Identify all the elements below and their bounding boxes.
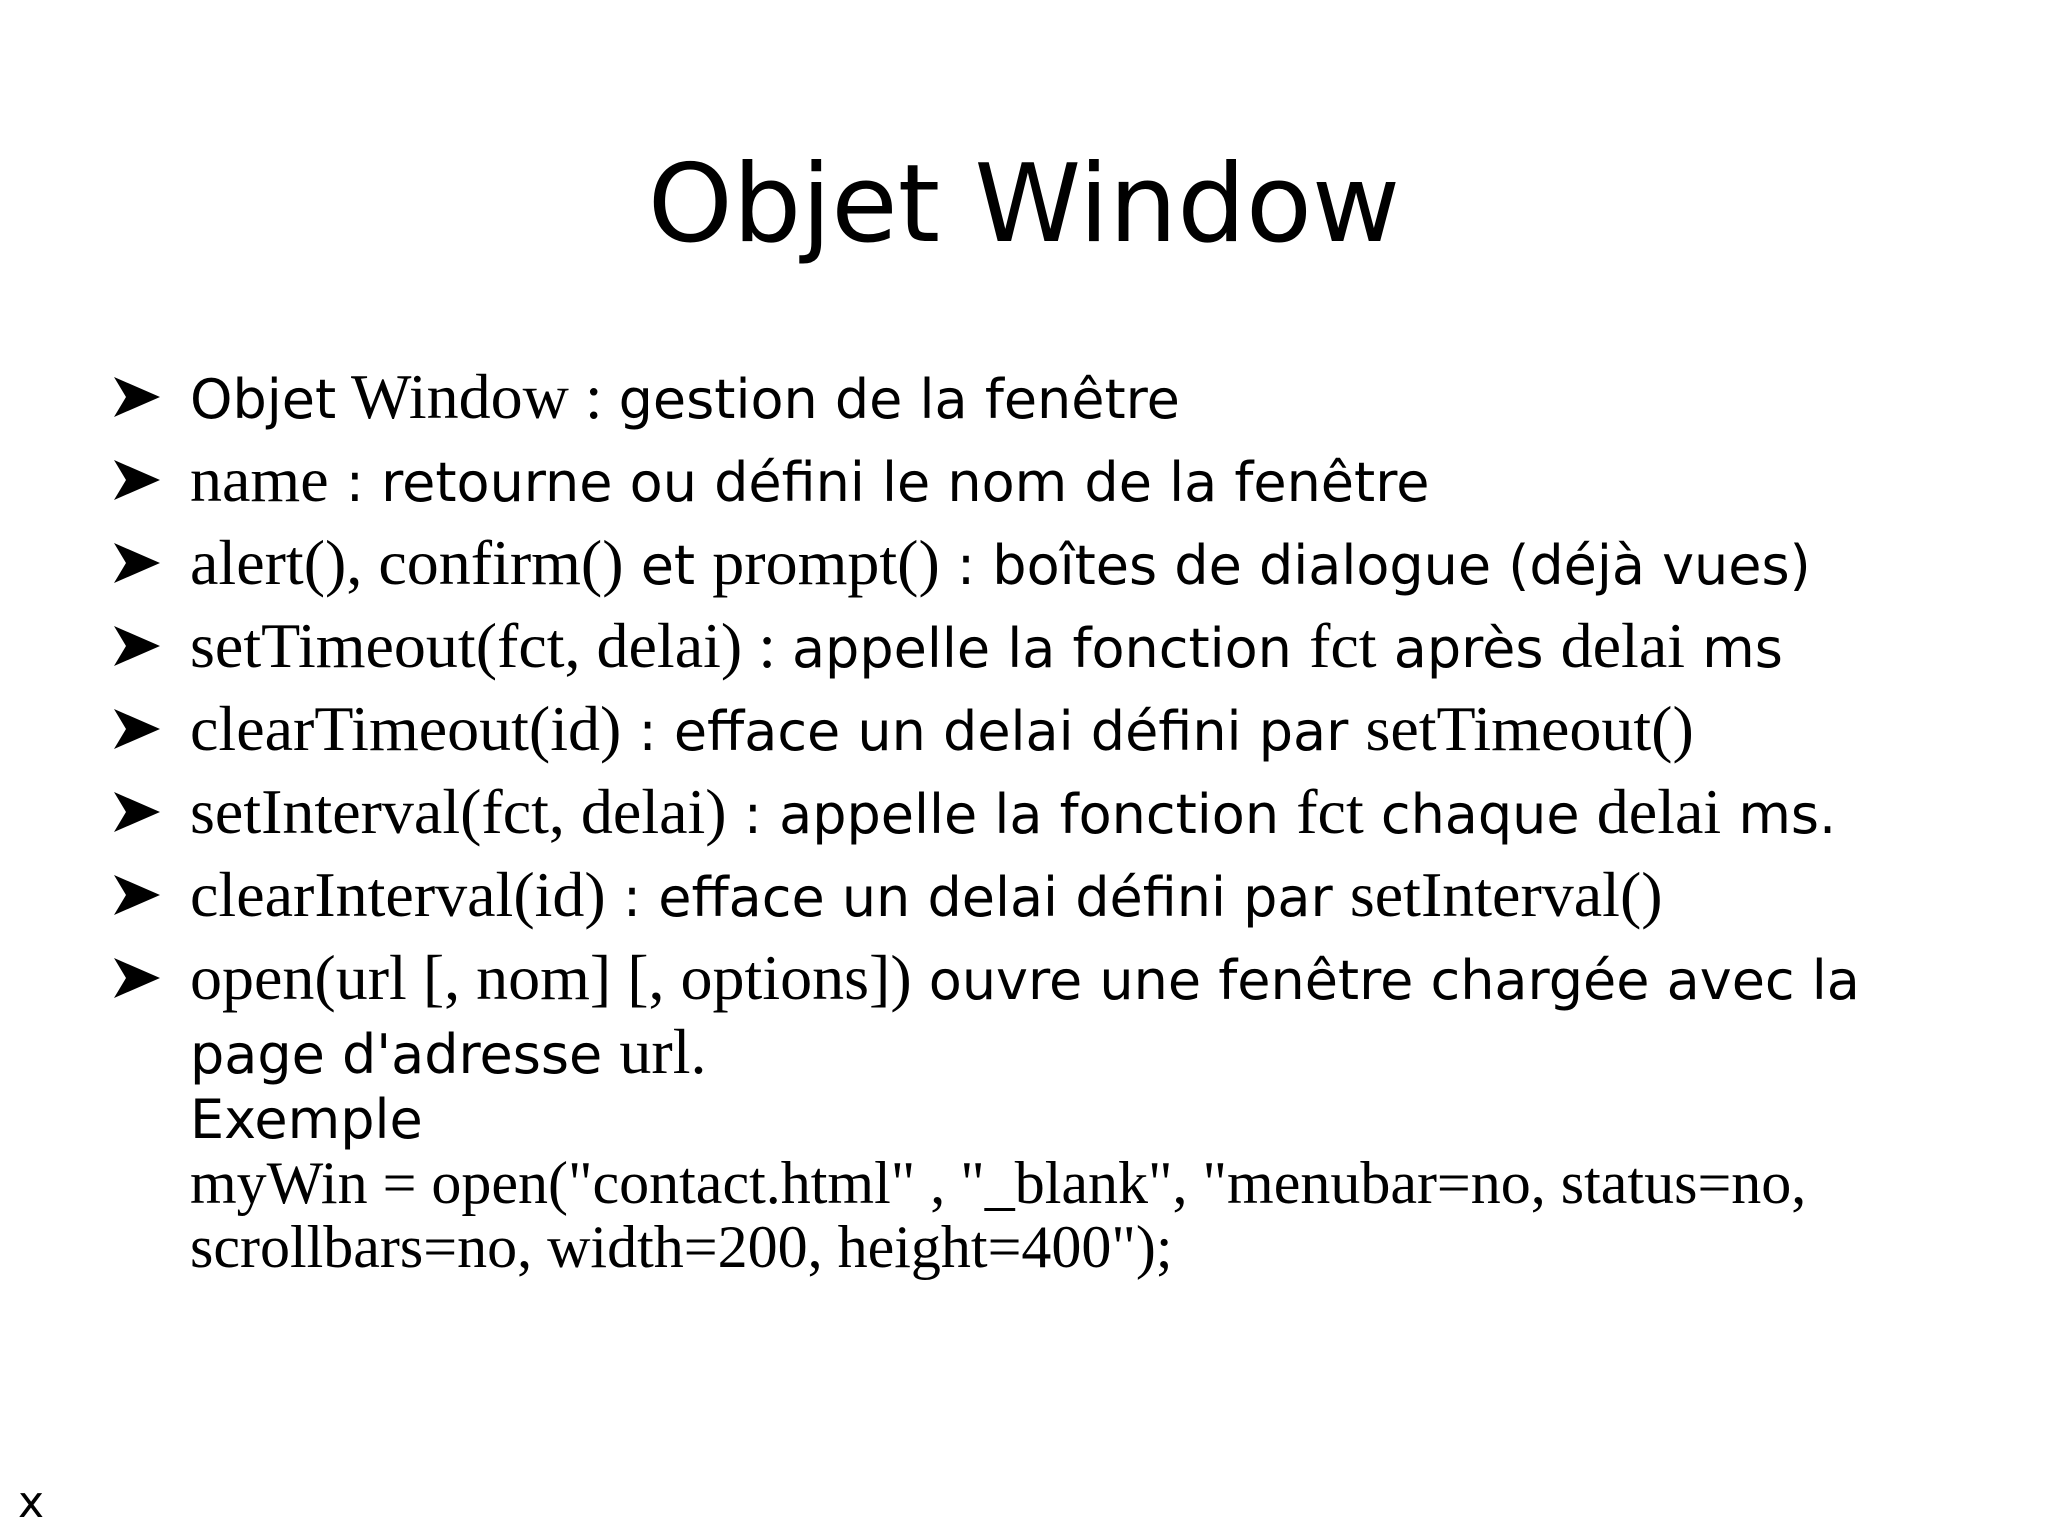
arrow-bullet-icon: [110, 770, 168, 853]
code-example-line: scrollbars=no, width=200, height=400");: [190, 1214, 1173, 1280]
item-text: name: [190, 444, 329, 515]
item-text: appelle la fonction: [791, 617, 1310, 680]
item-text: ms: [1685, 617, 1783, 680]
code-example-line: myWin = open("contact.html" , "_blank", "menubar=no, status=no,: [190, 1150, 1807, 1216]
item-text: Objet: [190, 368, 337, 431]
list-item: [110, 936, 1990, 1279]
item-text: : efface un delai défini par: [605, 866, 1350, 929]
list-item: [110, 438, 1990, 521]
item-line: [190, 936, 1990, 1019]
arrow-bullet-icon: [110, 521, 168, 604]
list-item: [110, 521, 1990, 604]
arrow-bullet-icon: [110, 687, 168, 770]
item-text: clearInterval(id): [190, 859, 606, 930]
arrow-bullet-icon: [110, 438, 168, 521]
item-text: ouvre une fenêtre chargée avec la: [911, 949, 1860, 1012]
item-text: Exemple: [190, 1088, 423, 1151]
item-text: ms.: [1721, 783, 1837, 846]
list-item: [110, 770, 1990, 853]
item-text: : boîtes de dialogue (déjà vues): [939, 534, 1811, 597]
item-text: retourne ou défini le nom de la fenêtre: [381, 451, 1430, 514]
item-text: alert(), confirm(): [190, 527, 624, 598]
bullet-list: [110, 355, 1990, 1279]
item-text: setTimeout(): [1365, 693, 1694, 764]
list-item: [110, 355, 1990, 438]
item-text: setInterval(): [1349, 859, 1663, 930]
item-line: [190, 1016, 1990, 1087]
arrow-bullet-icon: [110, 936, 168, 1019]
slide-title: Objet Window: [647, 142, 1401, 267]
footer-mark: x: [18, 1477, 45, 1528]
arrow-bullet-icon: [110, 355, 168, 438]
item-text: clearTimeout(id): [190, 693, 622, 764]
item-text: : appelle la fonction: [726, 783, 1297, 846]
example-label: [190, 1085, 1990, 1151]
item-text: Window: [336, 361, 569, 432]
list-item: [110, 604, 1990, 687]
item-text: prompt(): [712, 527, 940, 598]
item-text: chaque: [1363, 783, 1597, 846]
item-text: url.: [619, 1016, 707, 1087]
item-text: :: [328, 451, 382, 514]
item-text: fct: [1309, 610, 1377, 681]
arrow-bullet-icon: [110, 604, 168, 687]
arrow-bullet-icon: [110, 853, 168, 936]
item-text: après: [1376, 617, 1561, 680]
item-text: setInterval(fct, delai): [190, 776, 727, 847]
list-item: [110, 687, 1990, 770]
list-item: [110, 853, 1990, 936]
item-text: : efface un delai défini par: [621, 700, 1366, 763]
item-text: delai: [1560, 610, 1686, 681]
item-text: delai: [1596, 776, 1722, 847]
item-text: page d'adresse: [190, 1023, 620, 1086]
item-text: gestion de la fenêtre: [618, 368, 1180, 431]
item-text: :: [568, 361, 619, 432]
item-text: et: [623, 534, 713, 597]
item-text: fct: [1296, 776, 1364, 847]
item-text: setTimeout(fct, delai) :: [190, 610, 792, 681]
item-text: open(url [, nom] [, options]): [190, 942, 912, 1013]
